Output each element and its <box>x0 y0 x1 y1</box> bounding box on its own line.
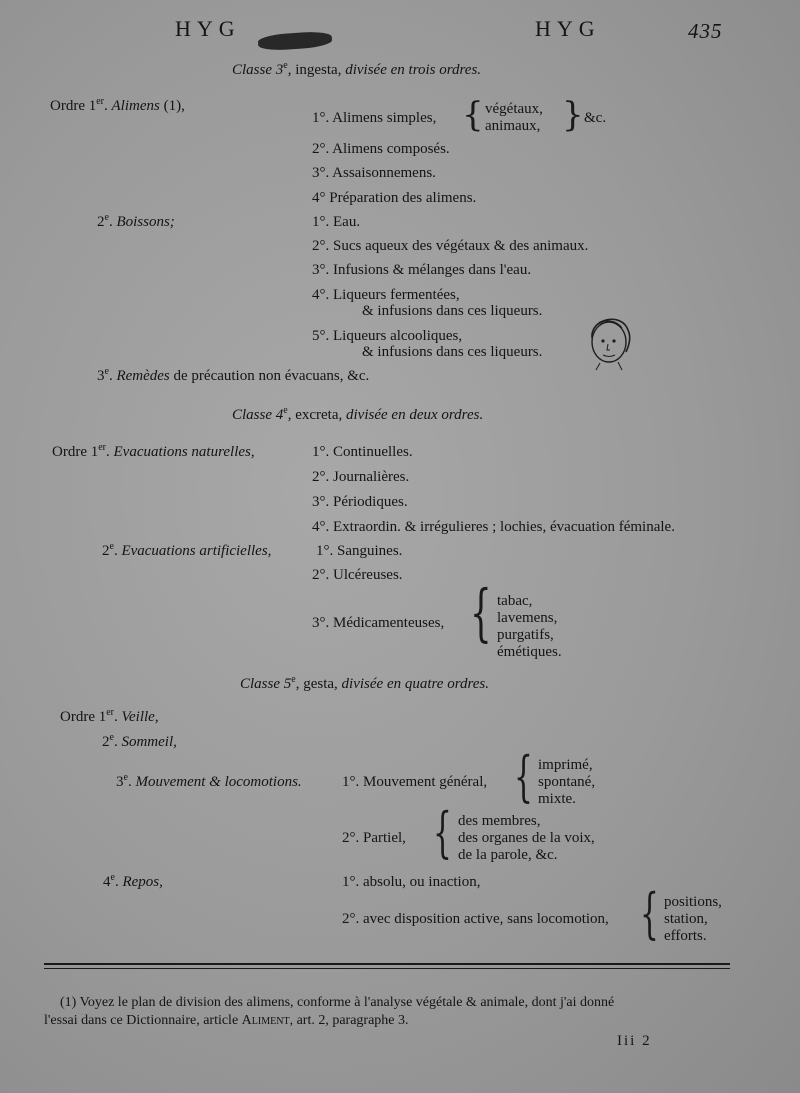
medicament-kind: purgatifs, <box>497 627 554 643</box>
boisson-item: 2°. Sucs aqueux des végétaux & des animaux. <box>312 238 589 254</box>
classe-4-ordre-1: Ordre 1er. Evacuations naturelles, <box>52 442 255 460</box>
footnote-line-2: l'essai dans ce Dictionnaire, article Aliment, art. 2, paragraphe 3. <box>44 1013 409 1028</box>
running-head-right: HYG <box>535 16 601 41</box>
left-brace-icon: { <box>470 576 492 649</box>
classe-5-ordre-1: Ordre 1er. Veille, <box>60 707 159 725</box>
repos-item: 1°. absolu, ou inaction, <box>342 874 481 890</box>
aliment-item: 3°. Assaisonnemens. <box>312 165 436 181</box>
classe-5-ordre-2: 2e. Sommeil, <box>102 732 177 750</box>
classe-4-title: Classe 4e, excreta, divisée en deux ordres. <box>232 405 484 423</box>
mouvement-item: 2°. Partiel, <box>342 830 406 846</box>
boisson-item: 1°. Eau. <box>312 214 361 230</box>
partiel-kind: des membres, <box>458 813 541 829</box>
footnote-rule-thin <box>44 968 730 969</box>
evacuation-item: 3°. Médicamenteuses, <box>312 615 445 631</box>
page-number: 435 <box>688 19 723 43</box>
evacuation-item: 1°. Sanguines. <box>316 543 403 559</box>
medicament-kind: tabac, <box>497 593 533 609</box>
mouvement-kind: mixte. <box>538 791 576 807</box>
classe-3-ordre-1: Ordre 1er. Alimens (1), <box>50 96 185 114</box>
left-brace-icon: { <box>640 882 659 945</box>
evacuation-item: 2°. Journalières. <box>312 469 410 485</box>
repos-kind: positions, <box>664 894 722 910</box>
medicament-kind: lavemens, <box>497 610 558 626</box>
classe-3-ordre-3: 3e. Remèdes de précaution non évacuans, &c. <box>97 366 370 384</box>
partiel-kind: de la parole, &c. <box>458 847 558 863</box>
boisson-item: 4°. Liqueurs fermentées, <box>312 287 460 303</box>
mouvement-item: 1°. Mouvement général, <box>342 774 488 790</box>
etc-text: &c. <box>584 110 607 126</box>
left-brace-icon: { <box>433 801 452 864</box>
footnote-line-1: (1) Voyez le plan de division des alimens, conforme à l'analyse végétale & animale, dont j'ai donné <box>60 995 615 1010</box>
aliment-item: 1°. Alimens simples, <box>312 110 437 126</box>
medicament-kind: émétiques. <box>497 644 562 660</box>
aliment-kind: animaux, <box>485 118 541 134</box>
ink-smudge <box>258 30 333 51</box>
aliment-item: 4° Préparation des alimens. <box>312 190 477 206</box>
evacuation-item: 2°. Ulcéreuses. <box>312 567 403 583</box>
aliment-kind: végétaux, <box>485 101 543 117</box>
boisson-item-continued: & infusions dans ces liqueurs. <box>362 303 543 319</box>
classe-5-title: Classe 5e, gesta, divisée en quatre ordres. <box>240 674 490 692</box>
face-sketch-icon <box>582 308 640 372</box>
footnote-rule <box>44 963 730 965</box>
mouvement-kind: imprimé, <box>538 757 593 773</box>
right-brace-icon: } <box>562 95 584 135</box>
classe-4-ordre-2: 2e. Evacuations artificielles, <box>102 541 272 559</box>
signature-mark: Iii 2 <box>617 1033 652 1049</box>
boisson-item-continued: & infusions dans ces liqueurs. <box>362 344 543 360</box>
classe-5-ordre-4: 4e. Repos, <box>103 872 163 890</box>
boisson-item: 5°. Liqueurs alcooliques, <box>312 328 463 344</box>
evacuation-item: 1°. Continuelles. <box>312 444 413 460</box>
mouvement-kind: spontané, <box>538 774 596 790</box>
evacuation-item: 4°. Extraordin. & irrégulieres ; lochies, évacuation féminale. <box>312 519 675 535</box>
classe-3-title: Classe 3e, ingesta, divisée en trois ordres. <box>232 60 482 78</box>
repos-kind: efforts. <box>664 928 707 944</box>
running-head-left: HYG <box>175 16 241 41</box>
boisson-item: 3°. Infusions & mélanges dans l'eau. <box>312 262 532 278</box>
repos-item: 2°. avec disposition active, sans locomotion, <box>342 911 609 927</box>
partiel-kind: des organes de la voix, <box>458 830 595 846</box>
left-brace-icon: { <box>462 95 484 135</box>
evacuation-item: 3°. Périodiques. <box>312 494 408 510</box>
repos-kind: station, <box>664 911 708 927</box>
classe-5-ordre-3: 3e. Mouvement & locomotions. <box>116 772 302 790</box>
left-brace-icon: { <box>514 745 533 808</box>
classe-3-ordre-2: 2e. Boissons; <box>97 212 175 230</box>
aliment-item: 2°. Alimens composés. <box>312 141 450 157</box>
